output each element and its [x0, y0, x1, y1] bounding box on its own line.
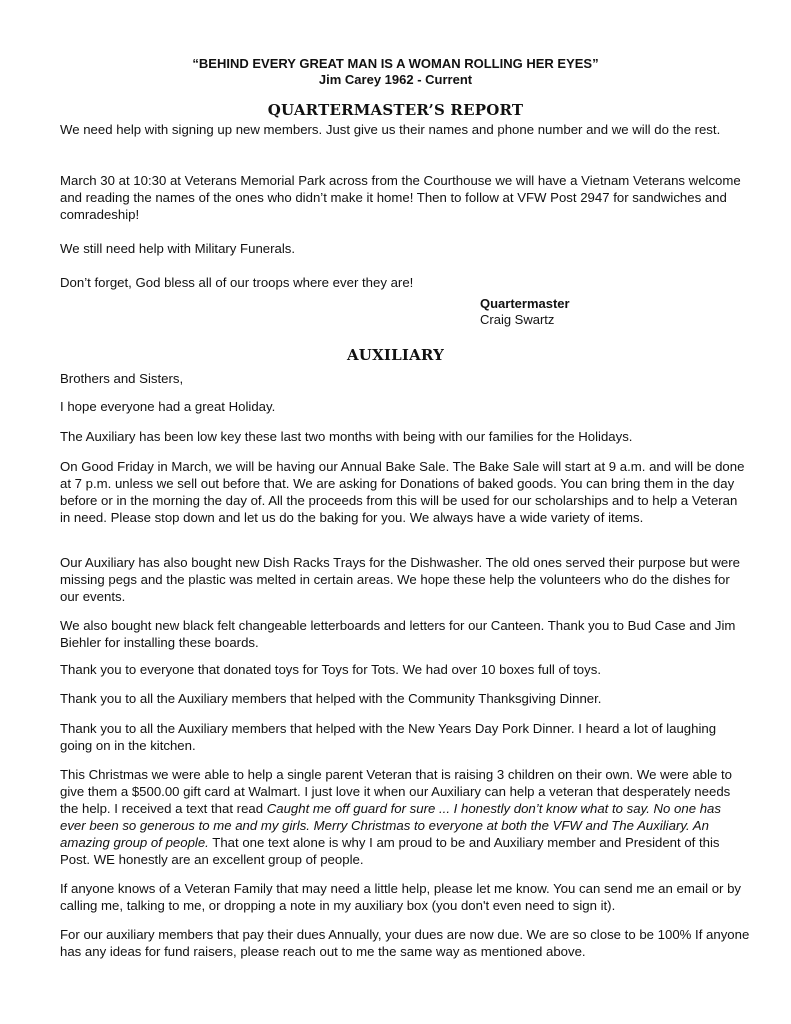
qm-paragraph-troops: Don’t forget, God bless all of our troops where ever they are! [60, 275, 414, 290]
aux-paragraph-thanksgiving: Thank you to all the Auxiliary members that helped with the Community Thanksgiving Dinner. [60, 691, 602, 706]
aux-greeting: Brothers and Sisters, [60, 371, 184, 386]
quartermaster-heading: QUARTERMASTER’S REPORT [267, 101, 524, 119]
aux-paragraph-letterboards: We also bought new black felt changeable letterboards and letters for our Canteen. Thank you to Bud Case and Jim Biehler for installing these boards. [60, 618, 736, 650]
qm-paragraph-funerals: We still need help with Military Funerals. [60, 241, 296, 256]
header-quote [0, 56, 791, 88]
aux-paragraph-bake-sale: On Good Friday in March, we will be having our Annual Bake Sale. The Bake Sale will start at 9 a.m. and will be done at 7 p.m. unless we sell out before that. We are asking for Donations of baked goods. You can bring them in the day before or in the morning the day of. All the proceeds from this will be used for our scholarships and to help a Veteran in need. Please stop down and let us do the baking for you. We always have a wide variety of items. [60, 459, 745, 525]
qm-paragraph-march-event: March 30 at 10:30 at Veterans Memorial Park across from the Courthouse we will have a Vietnam Veterans welcome and reading the names of the ones who didn’t make it home! Then to follow at VFW Post 2947 for sandwiches and comradeship! [60, 173, 741, 222]
aux-paragraph-holiday: I hope everyone had a great Holiday. [60, 399, 276, 414]
aux-paragraph-veteran-family: If anyone knows of a Veteran Family that may need a little help, please let me know. You can send me an email or by calling me, talking to me, or dropping a note in my auxiliary box (you don't even need to sign it). [60, 881, 742, 913]
aux-paragraph-dues: For our auxiliary members that pay their dues Annually, your dues are now due. We are so close to be 100% If anyone has any ideas for fund raisers, please reach out to me the same way as mentioned above. [60, 927, 750, 959]
aux-paragraph-christmas [60, 766, 750, 868]
aux-paragraph-pork-dinner: Thank you to all the Auxiliary members that helped with the New Years Day Pork Dinner. I heard a lot of laughing going on in the kitchen. [60, 721, 717, 753]
quote-attribution: Jim Carey 1962 - Current [318, 72, 473, 87]
quote-text: “BEHIND EVERY GREAT MAN IS A WOMAN ROLLING HER EYES” [192, 56, 599, 71]
signature-name: Craig Swartz [480, 312, 555, 327]
christmas-text-quote: Caught me off guard for sure ... I honestly don’t know what to say. No one has ever been so generous to me and my girls. Merry Christmas to everyone at both the VFW and The Auxiliary. An amazing group of people. [60, 801, 721, 850]
qm-paragraph-members: We need help with signing up new members. Just give us their names and phone number and we will do the rest. [60, 122, 721, 137]
auxiliary-heading: AUXILIARY [346, 346, 445, 364]
aux-paragraph-dish-racks: Our Auxiliary has also bought new Dish Racks Trays for the Dishwasher. The old ones served their purpose but were missing pegs and the plastic was melted in certain areas. We hope these help the volunteers who do the dishes for our events. [60, 555, 740, 604]
aux-paragraph-toys: Thank you to everyone that donated toys for Toys for Tots. We had over 10 boxes full of toys. [60, 662, 601, 677]
christmas-intro: This Christmas we were able to help a single parent Veteran that is raising 3 children on their own. We were able to give them a $500.00 gift card at Walmart. I just love it when our Auxiliary can help a veteran that desperately needs the help. I received a text that read [60, 767, 732, 816]
christmas-outro: That one text alone is why I am proud to be and Auxiliary member and President of this Post. WE honestly are an excellent group of people. [60, 835, 720, 867]
qm-signature [480, 296, 570, 328]
signature-title: Quartermaster [480, 296, 570, 311]
aux-paragraph-low-key: The Auxiliary has been low key these last two months with being with our families for the Holidays. [60, 429, 633, 444]
